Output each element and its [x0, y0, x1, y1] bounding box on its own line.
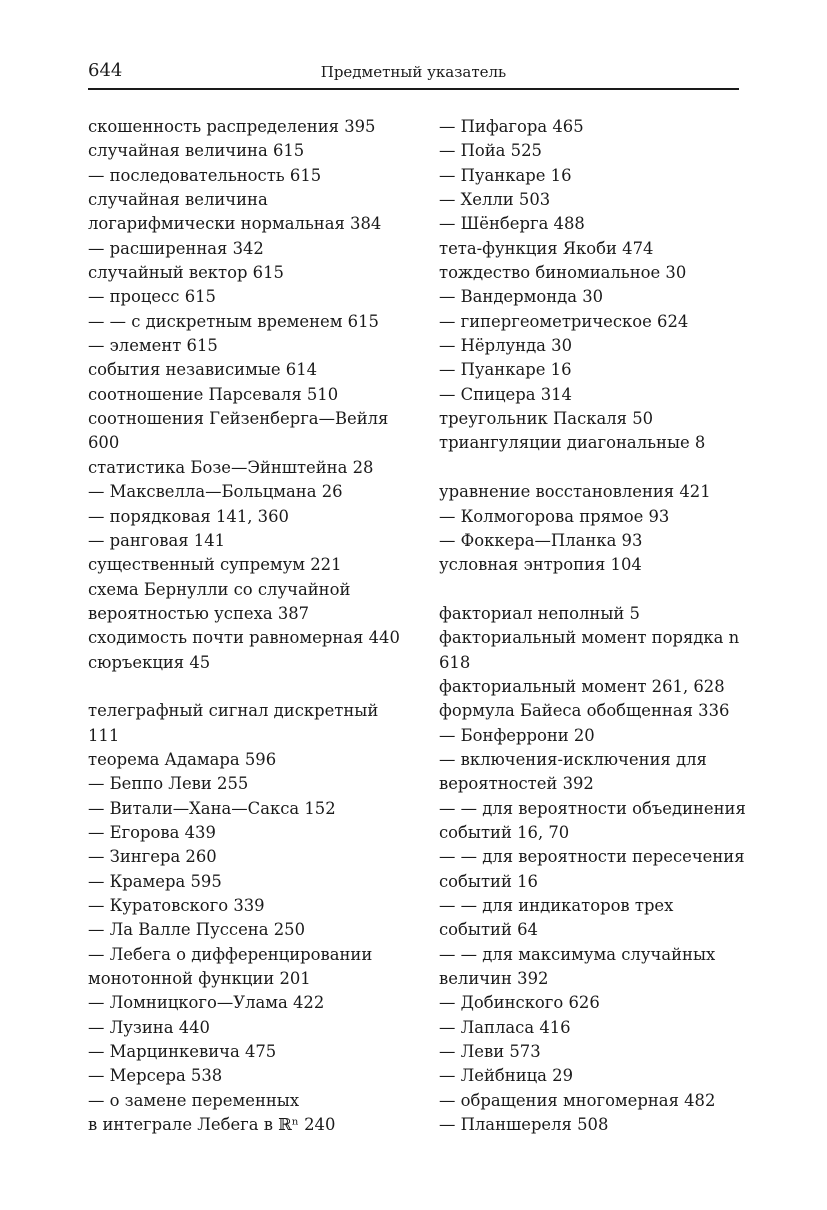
index-entry [88, 139, 408, 163]
index-entry-continuation: логарифмически нормальная 384 [88, 214, 382, 234]
index-entry-line: факториальный момент порядка n [439, 628, 740, 648]
index-entry-continuation: событий 16, 70 [439, 822, 570, 842]
index-entry-continuation: монотонной функции 201 [88, 969, 311, 989]
index-entry-line: телеграфный сигнал дискретный [88, 701, 379, 721]
index-entry-continuation: 618 [439, 652, 471, 672]
index-entry-line: — Спицера 314 [439, 384, 572, 404]
index-entry-line: — Пуанкаре 16 [439, 165, 572, 185]
index-entry [439, 724, 739, 748]
index-entry [439, 505, 739, 529]
index-entry [439, 261, 739, 285]
index-entry-line: соотношение Парсеваля 510 [88, 384, 339, 404]
index-entry-line: соотношения Гейзенберга—Вейля [88, 409, 389, 429]
index-entry [439, 1113, 739, 1137]
index-entry-line: — последовательность 615 [88, 165, 322, 185]
index-entry [88, 578, 408, 627]
page-header [88, 58, 739, 90]
index-entry [439, 334, 739, 358]
index-entry-line: — — для вероятности объединения [439, 798, 746, 818]
index-entry-continuation: событий 16 [439, 871, 538, 891]
section-gap [88, 675, 408, 699]
index-entry [88, 358, 408, 382]
index-entry-line: триангуляции диагональные 8 [439, 433, 706, 453]
index-entry [439, 285, 739, 309]
index-entry-line: — процесс 615 [88, 287, 216, 307]
index-entry-line: — Крамера 595 [88, 871, 222, 891]
index-entry [439, 894, 739, 943]
index-entry [88, 237, 408, 261]
index-entry-line: — Пойа 525 [439, 141, 542, 161]
index-entry [88, 894, 408, 918]
index-entry [439, 188, 739, 212]
index-entry [439, 991, 739, 1015]
index-entry [439, 115, 739, 139]
index-entry [439, 431, 739, 455]
index-entry-line: — Нёрлунда 30 [439, 336, 572, 356]
index-entry-line: — Марцинкевича 475 [88, 1042, 277, 1062]
index-entry-line: — ранговая 141 [88, 530, 226, 550]
index-entry [88, 1040, 408, 1064]
index-entry [88, 285, 408, 309]
index-entry [439, 699, 739, 723]
index-entry-line: — расширенная 342 [88, 238, 264, 258]
index-entry-continuation: 111 [88, 725, 120, 745]
index-entry-line: — Фоккера—Планка 93 [439, 530, 643, 550]
index-entry-line: — Максвелла—Больцмана 26 [88, 482, 343, 502]
index-entry-line: — элемент 615 [88, 336, 218, 356]
index-entry-line: теорема Адамара 596 [88, 749, 277, 769]
index-entry-line: — Лебега о дифференцировании [88, 944, 373, 964]
index-entry-line: — Витали—Хана—Сакса 152 [88, 798, 336, 818]
index-entry [88, 407, 408, 456]
index-entry [88, 821, 408, 845]
index-entry-continuation: вероятностей 392 [439, 774, 594, 794]
section-gap [439, 456, 739, 480]
index-entry [439, 139, 739, 163]
index-entry-line: случайный вектор 615 [88, 263, 284, 283]
index-entry-line: формула Байеса обобщенная 336 [439, 701, 730, 721]
index-entry-line: — обращения многомерная 482 [439, 1090, 716, 1110]
index-entry-line: — Пуанкаре 16 [439, 360, 572, 380]
index-entry [439, 407, 739, 431]
index-entry-line: — о замене переменных [88, 1090, 300, 1110]
index-entry-continuation: событий 64 [439, 920, 538, 940]
index-entry [439, 553, 739, 577]
index-entry-line: — Планшереля 508 [439, 1115, 609, 1135]
index-entry-line: схема Бернулли со случайной [88, 579, 351, 599]
index-entry-line: случайная величина [88, 190, 268, 210]
index-entry [88, 651, 408, 675]
index-entry-line: факториальный момент 261, 628 [439, 676, 725, 696]
index-entry [88, 553, 408, 577]
index-entry [88, 943, 408, 992]
index-entry-line: сюръекция 45 [88, 652, 211, 672]
index-entry-line: — Ла Валле Пуссена 250 [88, 920, 305, 940]
index-entry-continuation: 600 [88, 433, 120, 453]
index-entry [88, 772, 408, 796]
index-entry [88, 480, 408, 504]
index-entry-line: факториал неполный 5 [439, 603, 640, 623]
index-entry [439, 480, 739, 504]
index-entry-line: — Мерсера 538 [88, 1066, 223, 1086]
index-entry-line: — Лапласа 416 [439, 1017, 571, 1037]
index-entry [439, 626, 739, 675]
index-entry [439, 164, 739, 188]
index-entry [88, 626, 408, 650]
index-entry-line: треугольник Паскаля 50 [439, 409, 654, 429]
index-entry-line: условная энтропия 104 [439, 555, 642, 575]
index-entry-line: — Бонферрони 20 [439, 725, 595, 745]
index-entry [439, 212, 739, 236]
index-entry-line: — Добинского 626 [439, 993, 600, 1013]
index-entry-line: — Пифагора 465 [439, 117, 584, 136]
index-entry-line: — Ломницкого—Улама 422 [88, 993, 325, 1013]
index-entry-line: — порядковая 141, 360 [88, 506, 289, 526]
index-entry [439, 845, 745, 894]
index-entry [439, 943, 739, 992]
index-entry [88, 870, 408, 894]
index-entry [88, 845, 408, 869]
index-entry-continuation: величин 392 [439, 969, 549, 989]
index-entry [88, 699, 408, 748]
index-entry-line: — — для вероятности пересечения [439, 847, 745, 867]
index-entry [439, 1089, 739, 1113]
index-entry-line: — Вандермонда 30 [439, 287, 604, 307]
index-entry-line: случайная величина 615 [88, 141, 305, 161]
index-entry-line: — Куратовского 339 [88, 896, 265, 915]
index-entry [88, 383, 408, 407]
index-entry [88, 115, 408, 139]
index-entry [439, 310, 739, 334]
index-entry-line: — Хелли 503 [439, 190, 551, 210]
index-column-left [88, 115, 408, 1137]
index-entry [439, 529, 739, 553]
index-entry-line: события независимые 614 [88, 360, 318, 380]
page-number: 644 [88, 60, 123, 81]
index-entry [88, 1064, 408, 1088]
index-entry [439, 748, 739, 797]
index-entry [88, 529, 408, 553]
index-entry-line: скошенность распределения 395 [88, 117, 376, 136]
index-entry [439, 675, 739, 699]
index-entry [88, 748, 408, 772]
index-entry [88, 918, 408, 942]
index-entry [88, 261, 408, 285]
index-entry-line: — Шёнберга 488 [439, 214, 585, 234]
index-entry [439, 1040, 739, 1064]
index-entry-line: — Беппо Леви 255 [88, 774, 249, 794]
index-entry-line: — Колмогорова прямое 93 [439, 506, 670, 526]
index-entry [439, 1064, 739, 1088]
index-entry [439, 237, 739, 261]
index-entry-line: уравнение восстановления 421 [439, 482, 711, 502]
section-gap [439, 578, 739, 602]
index-entry-line: сходимость почти равномерная 440 [88, 628, 400, 648]
index-entry-continuation: в интеграле Лебега в ℝⁿ 240 [88, 1115, 336, 1135]
index-entry [88, 334, 408, 358]
index-entry [439, 602, 739, 626]
index-entry [88, 797, 408, 821]
index-entry [88, 164, 408, 188]
index-entry-line: — — для максимума случайных [439, 944, 716, 964]
index-entry [88, 1089, 408, 1138]
index-entry-line: — Леви 573 [439, 1042, 541, 1062]
index-entry [88, 456, 408, 480]
index-entry [439, 383, 739, 407]
index-entry-line: — включения-исключения для [439, 749, 707, 769]
index-entry-line: статистика Бозе—Эйнштейна 28 [88, 457, 374, 477]
index-entry [439, 1016, 739, 1040]
index-entry [88, 505, 408, 529]
index-entry [88, 991, 408, 1015]
index-entry-line: — — для индикаторов трех [439, 896, 674, 915]
index-entry-line: — Лейбница 29 [439, 1066, 573, 1086]
index-entry [88, 310, 408, 334]
running-title: Предметный указатель [320, 63, 507, 81]
index-entry-line: тета-функция Якоби 474 [439, 238, 654, 258]
index-entry-line: — Зингера 260 [88, 847, 217, 867]
index-entry-line: тождество биномиальное 30 [439, 263, 687, 283]
index-entry-line: существенный супремум 221 [88, 555, 342, 575]
index-entry-line: — — с дискретным временем 615 [88, 311, 379, 331]
index-entry [88, 1016, 408, 1040]
index-entry [88, 188, 408, 237]
index-entry-continuation: вероятностью успеха 387 [88, 603, 310, 623]
index-entry-line: — Егорова 439 [88, 822, 216, 842]
index-entry [439, 797, 746, 846]
index-entry [439, 358, 739, 382]
index-entry-line: — Лузина 440 [88, 1017, 210, 1037]
index-entry-line: — гипергеометрическое 624 [439, 311, 689, 331]
index-column-right [439, 115, 746, 1137]
